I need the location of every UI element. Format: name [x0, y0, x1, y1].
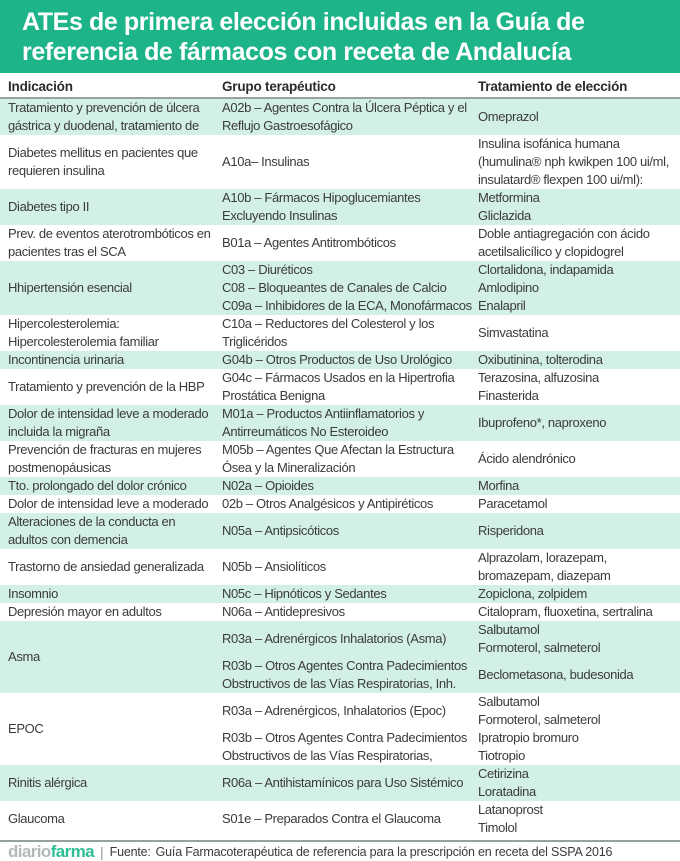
treatment-cell — [478, 351, 680, 369]
treatment-cell — [478, 765, 680, 801]
text-line: Omeprazol — [478, 109, 539, 124]
treatment-cell — [478, 549, 680, 585]
treatment-cell — [478, 729, 680, 765]
text-line: Ósea y la Mineralización — [222, 460, 356, 475]
treatment-cell — [478, 135, 680, 189]
indication-cell — [0, 495, 222, 513]
table-body — [0, 99, 680, 837]
text-line: S01e – Preparados Contra el Glaucoma — [222, 811, 441, 826]
text-line: EPOC — [8, 721, 44, 736]
indication-cell — [0, 801, 222, 837]
text-line: Insomnio — [8, 586, 58, 601]
segment — [222, 477, 680, 495]
text-line: incluida la migraña — [8, 424, 110, 439]
logo-diario-text: diario — [8, 842, 51, 861]
table-row — [0, 261, 680, 315]
treatment-cell — [478, 405, 680, 441]
treatment-cell — [478, 99, 680, 135]
row-segments — [222, 225, 680, 261]
row-segments — [222, 135, 680, 189]
treatment-cell — [478, 693, 680, 729]
text-line: Obstructivos de las Vías Respiratorias, Inh. — [222, 676, 456, 691]
group-cell — [222, 522, 478, 540]
row-segments — [222, 477, 680, 495]
treatment-cell — [478, 189, 680, 225]
text-line: Clortalidona, indapamida — [478, 262, 614, 277]
table-row — [0, 225, 680, 261]
treatment-cell — [478, 279, 680, 297]
text-line: Latanoprost — [478, 802, 543, 817]
row-segments — [222, 603, 680, 621]
text-line: Ácido alendrónico — [478, 451, 576, 466]
group-cell — [222, 225, 478, 261]
table-row — [0, 477, 680, 495]
table-row — [0, 801, 680, 837]
treatment-cell — [478, 261, 680, 279]
group-cell — [222, 729, 478, 765]
text-line: Tiotropio — [478, 748, 525, 763]
text-line: Dolor de intensidad leve a moderado — [8, 496, 209, 511]
table-row — [0, 495, 680, 513]
row-segments — [222, 585, 680, 603]
text-line: Paracetamol — [478, 496, 548, 511]
text-line: Enalapril — [478, 298, 526, 313]
indication-cell — [0, 135, 222, 189]
segment — [222, 297, 680, 315]
text-line: Prevención de fracturas en mujeres — [8, 442, 202, 457]
table-row — [0, 693, 680, 765]
segment — [222, 657, 680, 693]
indication-cell — [0, 585, 222, 603]
text-line: Alprazolam, lorazepam, — [478, 550, 607, 565]
indication-cell — [0, 315, 222, 351]
text-line: pacientes tras el SCA — [8, 244, 126, 259]
treatment-cell — [478, 441, 680, 477]
text-line: Prostática Benigna — [222, 388, 325, 403]
table-row — [0, 135, 680, 189]
group-cell — [222, 657, 478, 693]
segment — [222, 693, 680, 729]
text-line: adultos con demencia — [8, 532, 128, 547]
text-line: Tto. prolongado del dolor crónico — [8, 478, 187, 493]
text-line: insulatard® flexpen 100 ui/ml): — [478, 172, 643, 187]
group-cell — [222, 261, 478, 279]
text-line: G04c – Fármacos Usados en la Hipertrofia — [222, 370, 455, 385]
text-line: R03a – Adrenérgicos Inhalatorios (Asma) — [222, 631, 447, 646]
text-line: Formoterol, salmeterol — [478, 640, 601, 655]
segment — [222, 495, 680, 513]
column-header-indicacion: Indicación — [8, 79, 73, 94]
text-line: requieren insulina — [8, 163, 105, 178]
table-row — [0, 351, 680, 369]
logo-farma-text: farma — [50, 842, 94, 861]
table-row — [0, 189, 680, 225]
indication-cell — [0, 225, 222, 261]
row-segments — [222, 261, 680, 315]
text-line: Diabetes mellitus en pacientes que — [8, 145, 198, 160]
indication-cell — [0, 549, 222, 585]
segment — [222, 603, 680, 621]
indication-cell — [0, 405, 222, 441]
text-line: Insulina isofánica humana — [478, 136, 620, 151]
footer — [0, 840, 680, 861]
text-line: B01a – Agentes Antitrombóticos — [222, 235, 396, 250]
group-cell — [222, 693, 478, 729]
text-line: gástrica y duodenal, tratamiento de — [8, 118, 199, 133]
text-line: N06a – Antidepresivos — [222, 604, 345, 619]
text-line: Depresión mayor en adultos — [8, 604, 162, 619]
page-title-line-1: ATEs de primera elección incluidas en la Guía de — [22, 7, 585, 36]
group-cell — [222, 135, 478, 189]
group-cell — [222, 549, 478, 585]
indication-cell — [0, 351, 222, 369]
table-row — [0, 405, 680, 441]
segment — [222, 729, 680, 765]
row-segments — [222, 99, 680, 135]
group-cell — [222, 621, 478, 657]
text-line: N05a – Antipsicóticos — [222, 523, 339, 538]
text-line: Obstructivos de las Vías Respiratorias, — [222, 748, 433, 763]
row-segments — [222, 351, 680, 369]
segment — [222, 801, 680, 837]
text-line: Simvastatina — [478, 325, 549, 340]
treatment-cell — [478, 297, 680, 315]
segment — [222, 441, 680, 477]
title-banner — [0, 0, 680, 73]
indication-cell — [0, 765, 222, 801]
indication-cell — [0, 441, 222, 477]
group-cell — [222, 801, 478, 837]
source-label: Fuente: — [109, 845, 151, 859]
text-line: Rinitis alérgica — [8, 775, 87, 790]
text-line: Cetirizina — [478, 766, 529, 781]
table-row — [0, 513, 680, 549]
row-segments — [222, 801, 680, 837]
treatment-cell — [478, 225, 680, 261]
row-segments — [222, 441, 680, 477]
text-line: Trastorno de ansiedad generalizada — [8, 559, 204, 574]
text-line: Timolol — [478, 820, 517, 835]
treatment-cell — [478, 657, 680, 693]
treatment-cell — [478, 801, 680, 837]
text-line: R06a – Antihistamínicos para Uso Sistémico — [222, 775, 464, 790]
text-line: Zopiclona, zolpidem — [478, 586, 587, 601]
text-line: M01a – Productos Antiinflamatorios y — [222, 406, 425, 421]
text-line: Morfina — [478, 478, 519, 493]
indication-cell — [0, 369, 222, 405]
text-line: Citalopram, fluoxetina, sertralina — [478, 604, 653, 619]
text-line: Beclometasona, budesonida — [478, 667, 634, 682]
text-line: M05b – Agentes Que Afectan la Estructura — [222, 442, 454, 457]
text-line: Excluyendo Insulinas — [222, 208, 338, 223]
table-row — [0, 369, 680, 405]
text-line: Hipercolesterolemia: — [8, 316, 120, 331]
segment — [222, 99, 680, 135]
row-segments — [222, 369, 680, 405]
treatment-cell — [478, 522, 680, 540]
text-line: Reflujo Gastroesofágico — [222, 118, 353, 133]
segment — [222, 279, 680, 297]
treatment-cell — [478, 315, 680, 351]
text-line: C09a – Inhibidores de la ECA, Monofármacos — [222, 298, 472, 313]
table-row — [0, 99, 680, 135]
text-line: Salbutamol — [478, 622, 540, 637]
segment — [222, 549, 680, 585]
text-line: Prev. de eventos aterotrombóticos en — [8, 226, 211, 241]
text-line: Glaucoma — [8, 811, 65, 826]
row-segments — [222, 513, 680, 549]
treatment-cell — [478, 585, 680, 603]
text-line: C10a – Reductores del Colesterol y los — [222, 316, 435, 331]
segment — [222, 405, 680, 441]
segment — [222, 585, 680, 603]
text-line: Doble antiagregación con ácido — [478, 226, 650, 241]
text-line: A10b – Fármacos Hipoglucemiantes — [222, 190, 421, 205]
text-line: Ipratropio bromuro — [478, 730, 579, 745]
text-line: acetilsalicílico y clopidogrel — [478, 244, 624, 259]
indication-cell — [0, 99, 222, 135]
segment — [222, 225, 680, 261]
treatment-cell — [478, 369, 680, 405]
indication-cell — [0, 693, 222, 765]
text-line: Antirreumáticos No Esteroideo — [222, 424, 389, 439]
group-cell — [222, 351, 478, 369]
row-segments — [222, 765, 680, 801]
text-line: Hipercolesterolemia familiar — [8, 334, 159, 349]
column-header-tratamiento-eleccion: Tratamiento de elección — [478, 79, 628, 94]
source-note — [110, 845, 613, 859]
table-row — [0, 585, 680, 603]
indication-cell — [0, 477, 222, 495]
text-line: Oxibutinina, tolterodina — [478, 352, 603, 367]
row-segments — [222, 549, 680, 585]
text-line: A02b – Agentes Contra la Úlcera Péptica y el — [222, 100, 467, 115]
group-cell — [222, 279, 478, 297]
text-line: 02b – Otros Analgésicos y Antipiréticos — [222, 496, 434, 511]
text-line: postmenopáusicas — [8, 460, 111, 475]
footer-separator: | — [100, 844, 104, 860]
treatment-cell — [478, 603, 680, 621]
text-line: Ibuprofeno*, naproxeno — [478, 415, 607, 430]
text-line: R03a – Adrenérgicos, Inhalatorios (Epoc) — [222, 703, 446, 718]
treatment-cell — [478, 621, 680, 657]
indication-cell — [0, 261, 222, 315]
indication-cell — [0, 189, 222, 225]
text-line: Loratadina — [478, 784, 536, 799]
row-segments — [222, 621, 680, 693]
text-line: A10a– Insulinas — [222, 154, 310, 169]
group-cell — [222, 297, 478, 315]
column-header-grupo-terapeutico: Grupo terapéutico — [222, 79, 336, 94]
treatment-cell — [478, 477, 680, 495]
group-cell — [222, 99, 478, 135]
text-line: Diabetes tipo II — [8, 199, 90, 214]
group-cell — [222, 189, 478, 225]
text-line: Tratamiento y prevención de la HBP — [8, 379, 205, 394]
page-title-line-2: referencia de fármacos con receta de Andalucía — [22, 37, 571, 66]
text-line: C03 – Diuréticos — [222, 262, 313, 277]
row-segments — [222, 495, 680, 513]
text-line: Asma — [8, 649, 40, 664]
table-row — [0, 441, 680, 477]
segment — [222, 135, 680, 189]
text-line: Formoterol, salmeterol — [478, 712, 601, 727]
treatment-cell — [478, 495, 680, 513]
segment — [222, 369, 680, 405]
text-line: Incontinencia urinaria — [8, 352, 124, 367]
row-segments — [222, 315, 680, 351]
indication-cell — [0, 513, 222, 549]
segment — [222, 765, 680, 801]
text-line: Finasterida — [478, 388, 539, 403]
text-line: Risperidona — [478, 523, 544, 538]
group-cell — [222, 405, 478, 441]
text-line: (humulina® nph kwikpen 100 ui/ml, — [478, 154, 669, 169]
group-cell — [222, 315, 478, 351]
group-cell — [222, 495, 478, 513]
text-line: Metformina — [478, 190, 540, 205]
row-segments — [222, 189, 680, 225]
text-line: C08 – Bloqueantes de Canales de Calcio — [222, 280, 447, 295]
text-line: bromazepam, diazepam — [478, 568, 611, 583]
text-line: G04b – Otros Productos de Uso Urológico — [222, 352, 452, 367]
segment — [222, 621, 680, 657]
text-line: Terazosina, alfuzosina — [478, 370, 599, 385]
segment — [222, 189, 680, 225]
text-line: Alteraciones de la conducta en — [8, 514, 176, 529]
row-segments — [222, 693, 680, 765]
indication-cell — [0, 603, 222, 621]
group-cell — [222, 765, 478, 801]
segment — [222, 351, 680, 369]
text-line: Salbutamol — [478, 694, 540, 709]
table-row — [0, 765, 680, 801]
group-cell — [222, 603, 478, 621]
diariofarma-logo — [8, 844, 94, 860]
table-row — [0, 315, 680, 351]
text-line: N05c – Hipnóticos y Sedantes — [222, 586, 387, 601]
segment — [222, 315, 680, 351]
group-cell — [222, 369, 478, 405]
text-line: N05b – Ansiolíticos — [222, 559, 326, 574]
text-line: Tratamiento y prevención de úlcera — [8, 100, 200, 115]
table-row — [0, 621, 680, 693]
source-text: Guía Farmacoterapéutica de referencia para la prescripción en receta del SSPA 2016 — [155, 845, 613, 859]
table-row — [0, 603, 680, 621]
text-line: Gliclazida — [478, 208, 531, 223]
group-cell — [222, 441, 478, 477]
text-line: Dolor de intensidad leve a moderado — [8, 406, 209, 421]
text-line: R03b – Otros Agentes Contra Padecimientos — [222, 658, 468, 673]
group-cell — [222, 585, 478, 603]
segment — [222, 261, 680, 279]
group-cell — [222, 477, 478, 495]
text-line: Triglicéridos — [222, 334, 288, 349]
column-header-row — [0, 73, 680, 99]
segment — [222, 522, 680, 540]
text-line: R03b – Otros Agentes Contra Padecimientos — [222, 730, 468, 745]
text-line: Hhipertensión esencial — [8, 280, 132, 295]
row-segments — [222, 405, 680, 441]
indication-cell — [0, 621, 222, 693]
text-line: N02a – Opioides — [222, 478, 314, 493]
table-row — [0, 549, 680, 585]
text-line: Amlodipino — [478, 280, 539, 295]
